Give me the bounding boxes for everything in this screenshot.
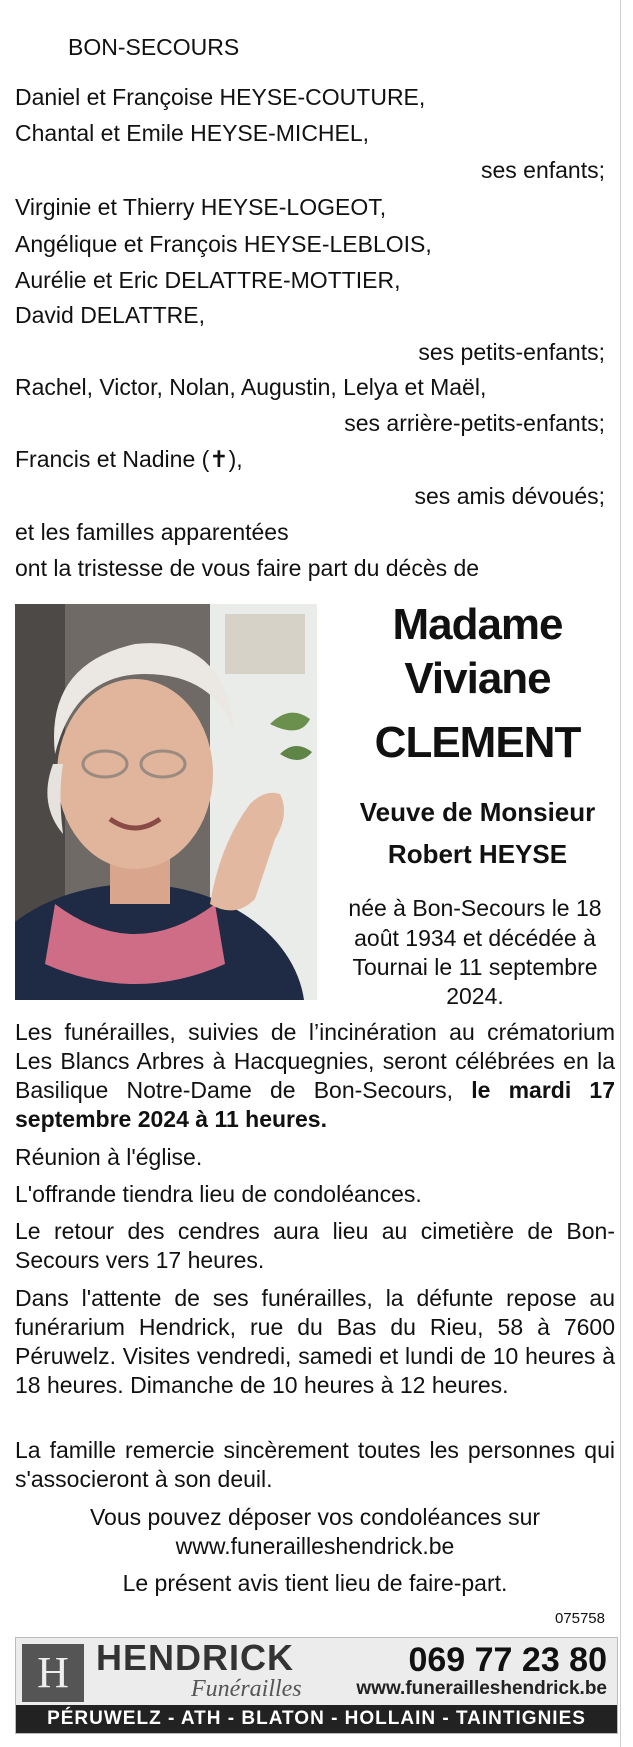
child-line-1: Daniel et Françoise HEYSE-COUTURE, bbox=[15, 84, 426, 110]
notice-line: Le présent avis tient lieu de faire-part. bbox=[122, 1570, 508, 1596]
footer-website: www.funerailleshendrick.be bbox=[356, 1678, 607, 1699]
closing-line-1: et les familles apparentées bbox=[15, 519, 289, 545]
brand-subtitle: Funérailles bbox=[191, 1676, 302, 1702]
birth-line-3: Tournai le 11 septembre bbox=[352, 954, 598, 980]
funeral-text: Les funérailles, suivies de l’incinération au crématorium Les Blancs Arbres à Hacquegnies, seront célébrées en la Basilique Notre-Dame de Bon-Secours, bbox=[15, 1019, 615, 1103]
grandchild-line-4: David DELATTRE, bbox=[15, 302, 206, 328]
condolences-url: www.funerailleshendrick.be bbox=[175, 1533, 455, 1559]
meeting-line: Réunion à l'église. bbox=[15, 1144, 203, 1170]
thanks-paragraph: La famille remercie sincèrement toutes les personnes qui s'associeront à son deuil. bbox=[15, 1437, 615, 1492]
phone-number: 069 77 23 80 bbox=[408, 1641, 607, 1679]
funeral-home-banner bbox=[15, 1637, 618, 1734]
portrait-photo bbox=[15, 604, 317, 1000]
closing-line-2: ont la tristesse de vous faire part du décès de bbox=[15, 555, 480, 581]
reference-number: 075758 bbox=[554, 1610, 605, 1627]
grandchild-line-2: Angélique et François HEYSE-LEBLOIS, bbox=[15, 231, 432, 257]
deceased-first-name: Viviane bbox=[404, 654, 551, 703]
grandchild-line-1: Virginie et Thierry HEYSE-LOGEOT, bbox=[15, 194, 387, 220]
condolences-line: Vous pouvez déposer vos condoléances sur bbox=[89, 1504, 541, 1530]
offering-line: L'offrande tiendra lieu de condoléances. bbox=[15, 1181, 422, 1207]
brand-name: HENDRICK bbox=[96, 1637, 295, 1678]
deceased-last-name: CLEMENT bbox=[374, 718, 581, 767]
funeral-paragraph bbox=[15, 1018, 615, 1134]
hendrick-logo: H bbox=[22, 1644, 84, 1702]
birth-line-4: 2024. bbox=[446, 983, 504, 1009]
birth-line-2: août 1934 et décédée à bbox=[354, 925, 596, 951]
friends-role: ses amis dévoués; bbox=[414, 483, 605, 509]
birth-line-1: née à Bon-Secours le 18 bbox=[348, 895, 602, 921]
grandchildren-role: ses petits-enfants; bbox=[418, 339, 605, 365]
great-grandchildren-role: ses arrière-petits-enfants; bbox=[344, 410, 605, 436]
visits-paragraph: Dans l'attente de ses funérailles, la défunte repose au funérarium Hendrick, rue du Bas du Rieu, 58 à 7600 Péruwelz. Visites vendredi, samedi et lundi de 10 heures à 18 heures. Dimanche de 10 heures à 12 heures. bbox=[15, 1285, 615, 1398]
widow-line-2: Robert HEYSE bbox=[387, 839, 568, 869]
grandchild-line-3: Aurélie et Eric DELATTRE-MOTTIER, bbox=[15, 267, 401, 293]
place-header: BON-SECOURS bbox=[68, 34, 240, 60]
deceased-title: Madame bbox=[392, 600, 563, 649]
child-line-2: Chantal et Emile HEYSE-MICHEL, bbox=[15, 120, 370, 146]
great-grandchildren-line: Rachel, Victor, Nolan, Augustin, Lelya et Maël, bbox=[15, 374, 487, 400]
children-role: ses enfants; bbox=[480, 157, 605, 183]
ashes-paragraph: Le retour des cendres aura lieu au cimetière de Bon-Secours vers 17 heures. bbox=[15, 1218, 615, 1273]
locations-bar: PÉRUWELZ - ATH - BLATON - HOLLAIN - TAINTIGNIES bbox=[16, 1705, 617, 1733]
widow-line-1: Veuve de Monsieur bbox=[359, 797, 596, 827]
friends-line: Francis et Nadine (✝), bbox=[15, 446, 243, 472]
funeral-date: le mardi 17 septembre 2024 à 11 heures. bbox=[15, 1077, 616, 1132]
